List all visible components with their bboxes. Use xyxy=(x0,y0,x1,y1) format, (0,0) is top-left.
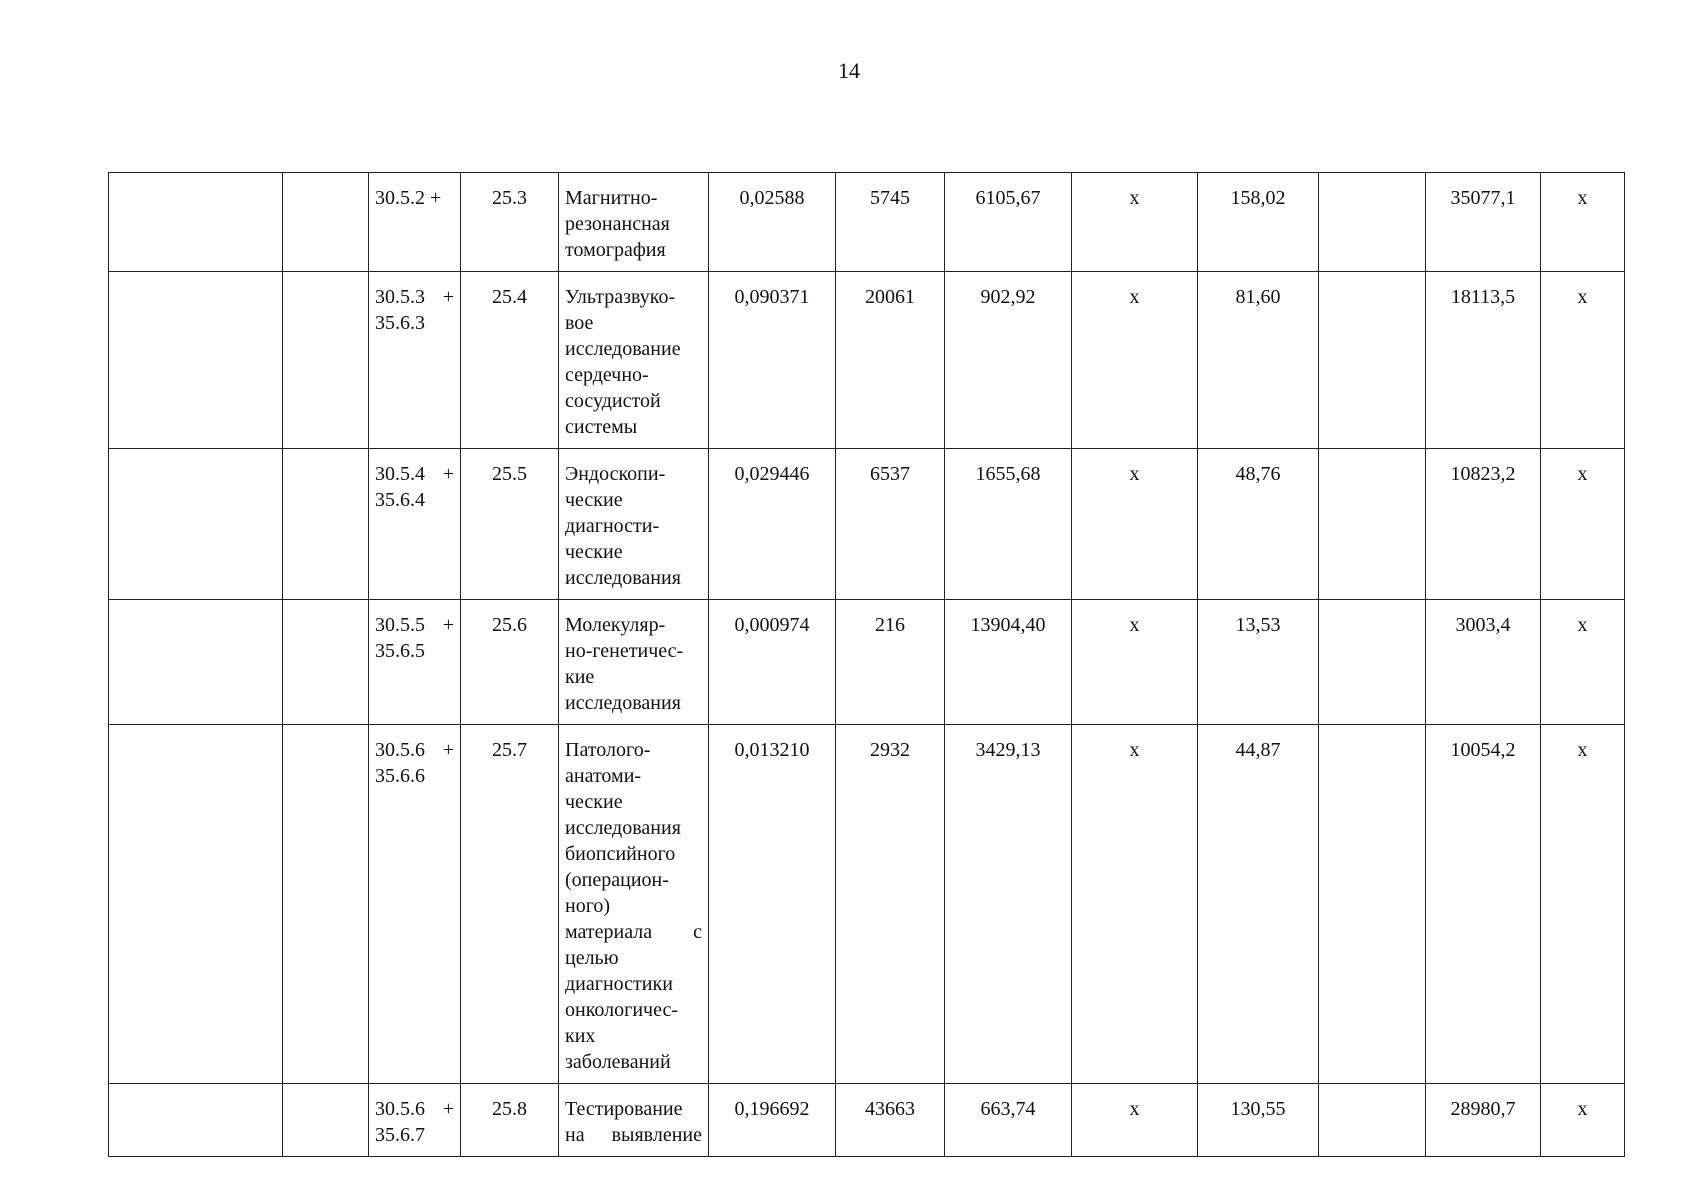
cell-value-4: 48,76 xyxy=(1198,449,1319,600)
section-code-line: 30.5.3 + xyxy=(375,286,454,308)
service-name-line: диагности- xyxy=(565,515,660,537)
cell-row-number: 25.5 xyxy=(461,449,559,600)
cell-value-3: 6105,67 xyxy=(945,173,1072,272)
service-name-line: на выявление xyxy=(565,1124,702,1146)
cell-row-number: 25.7 xyxy=(461,725,559,1084)
cell-value-2: 5745 xyxy=(836,173,945,272)
cell-value-5 xyxy=(1319,600,1426,725)
section-code-line: 35.6.4 xyxy=(375,489,425,511)
cell-empty-a xyxy=(109,1084,283,1157)
cell-value-1: 0,013210 xyxy=(709,725,836,1084)
cell-service-name xyxy=(559,725,709,1084)
service-name-line: исследования xyxy=(565,567,681,589)
cell-empty-a xyxy=(109,725,283,1084)
cell-value-6: 28980,7 xyxy=(1426,1084,1541,1157)
page-number: 14 xyxy=(838,58,860,83)
section-code-line: 30.5.6 + xyxy=(375,739,454,761)
service-name-line: ческие xyxy=(565,489,623,511)
cell-value-4: 158,02 xyxy=(1198,173,1319,272)
service-name-line: сосудистой xyxy=(565,390,661,412)
service-name-line: Ультразвуко- xyxy=(565,286,676,308)
cell-mark-2: х xyxy=(1541,1084,1625,1157)
cell-value-2: 216 xyxy=(836,600,945,725)
service-name-line: томография xyxy=(565,239,666,261)
section-code-line: 35.6.6 xyxy=(375,765,425,787)
service-name-line: ного) xyxy=(565,895,611,917)
service-name-line: Магнитно- xyxy=(565,187,658,209)
service-name-line: исследования xyxy=(565,692,681,714)
cell-section-code xyxy=(369,600,461,725)
service-name-line: ческие xyxy=(565,791,623,813)
cell-row-number: 25.4 xyxy=(461,272,559,449)
cell-empty-a xyxy=(109,449,283,600)
cell-section-code xyxy=(369,1084,461,1157)
service-name-line: диагностики xyxy=(565,973,673,995)
cell-value-4: 81,60 xyxy=(1198,272,1319,449)
service-name-line: биопсийного xyxy=(565,843,676,865)
cell-value-6: 18113,5 xyxy=(1426,272,1541,449)
cell-service-name xyxy=(559,272,709,449)
section-code-line: 30.5.4 + xyxy=(375,463,454,485)
cell-mark-2: х xyxy=(1541,600,1625,725)
service-name-line: материала с xyxy=(565,921,702,943)
cell-value-4: 130,55 xyxy=(1198,1084,1319,1157)
cell-value-1: 0,000974 xyxy=(709,600,836,725)
service-name-line: анатоми- xyxy=(565,765,642,787)
cell-service-name xyxy=(559,449,709,600)
cell-value-4: 13,53 xyxy=(1198,600,1319,725)
cell-service-name xyxy=(559,600,709,725)
cell-value-1: 0,02588 xyxy=(709,173,836,272)
service-name-line: ческие xyxy=(565,541,623,563)
service-name-line: Патолого- xyxy=(565,739,651,761)
cell-empty-a xyxy=(109,600,283,725)
cell-value-1: 0,029446 xyxy=(709,449,836,600)
cell-mark-1: х xyxy=(1072,600,1198,725)
cell-value-6: 3003,4 xyxy=(1426,600,1541,725)
cell-mark-1: х xyxy=(1072,725,1198,1084)
cell-row-number: 25.8 xyxy=(461,1084,559,1157)
cell-row-number: 25.3 xyxy=(461,173,559,272)
cell-value-3: 663,74 xyxy=(945,1084,1072,1157)
cell-value-2: 2932 xyxy=(836,725,945,1084)
cell-mark-1: х xyxy=(1072,173,1198,272)
table-row xyxy=(109,600,1625,725)
table-row xyxy=(109,725,1625,1084)
section-code-line: 35.6.3 xyxy=(375,312,425,334)
cell-empty-b xyxy=(283,272,369,449)
cell-value-2: 43663 xyxy=(836,1084,945,1157)
cell-value-5 xyxy=(1319,173,1426,272)
service-name-line: исследования xyxy=(565,817,681,839)
section-code-line: 30.5.6 + xyxy=(375,1098,454,1120)
cell-value-5 xyxy=(1319,1084,1426,1157)
cell-service-name xyxy=(559,1084,709,1157)
service-name-line: заболеваний xyxy=(565,1051,671,1073)
cell-section-code xyxy=(369,272,461,449)
service-name-line: вое xyxy=(565,312,594,334)
cell-value-5 xyxy=(1319,272,1426,449)
table-row xyxy=(109,449,1625,600)
cell-value-5 xyxy=(1319,725,1426,1084)
service-name-line: сердечно- xyxy=(565,364,649,386)
table-row xyxy=(109,173,1625,272)
cell-value-2: 20061 xyxy=(836,272,945,449)
cell-empty-b xyxy=(283,1084,369,1157)
cell-empty-b xyxy=(283,725,369,1084)
cell-mark-1: х xyxy=(1072,272,1198,449)
service-name-line: системы xyxy=(565,416,638,438)
cell-mark-1: х xyxy=(1072,1084,1198,1157)
section-code-line: 30.5.5 + xyxy=(375,614,454,636)
table-row xyxy=(109,1084,1625,1157)
cell-empty-b xyxy=(283,173,369,272)
cell-mark-1: х xyxy=(1072,449,1198,600)
cell-value-6: 10823,2 xyxy=(1426,449,1541,600)
service-name-line: но-генетичес- xyxy=(565,640,684,662)
cell-mark-2: х xyxy=(1541,272,1625,449)
section-code-line: 35.6.5 xyxy=(375,640,425,662)
cell-row-number: 25.6 xyxy=(461,600,559,725)
service-name-line: исследование xyxy=(565,338,681,360)
cell-section-code xyxy=(369,173,461,272)
tariff-table xyxy=(108,172,1625,1157)
service-name-line: Молекуляр- xyxy=(565,614,666,636)
service-name-line: Эндоскопи- xyxy=(565,463,666,485)
cell-value-3: 13904,40 xyxy=(945,600,1072,725)
service-name-line: Тестирование xyxy=(565,1098,683,1120)
cell-value-1: 0,090371 xyxy=(709,272,836,449)
cell-value-6: 35077,1 xyxy=(1426,173,1541,272)
cell-value-4: 44,87 xyxy=(1198,725,1319,1084)
service-name-line: кие xyxy=(565,666,595,688)
cell-mark-2: х xyxy=(1541,725,1625,1084)
service-name-line: резонансная xyxy=(565,213,670,235)
cell-empty-a xyxy=(109,173,283,272)
cell-value-3: 1655,68 xyxy=(945,449,1072,600)
cell-value-3: 3429,13 xyxy=(945,725,1072,1084)
cell-section-code xyxy=(369,725,461,1084)
cell-empty-b xyxy=(283,600,369,725)
cell-value-3: 902,92 xyxy=(945,272,1072,449)
service-name-line: (операцион- xyxy=(565,869,669,891)
cell-value-6: 10054,2 xyxy=(1426,725,1541,1084)
cell-mark-2: х xyxy=(1541,173,1625,272)
service-name-line: онкологичес- xyxy=(565,999,678,1021)
section-code-line: 30.5.2 + xyxy=(375,187,442,209)
service-name-line: целью xyxy=(565,947,619,969)
cell-empty-a xyxy=(109,272,283,449)
cell-section-code xyxy=(369,449,461,600)
cell-value-5 xyxy=(1319,449,1426,600)
cell-mark-2: х xyxy=(1541,449,1625,600)
service-name-line: ких xyxy=(565,1025,596,1047)
section-code-line: 35.6.7 xyxy=(375,1124,425,1146)
cell-value-2: 6537 xyxy=(836,449,945,600)
cell-empty-b xyxy=(283,449,369,600)
cell-value-1: 0,196692 xyxy=(709,1084,836,1157)
table-row xyxy=(109,272,1625,449)
cell-service-name xyxy=(559,173,709,272)
